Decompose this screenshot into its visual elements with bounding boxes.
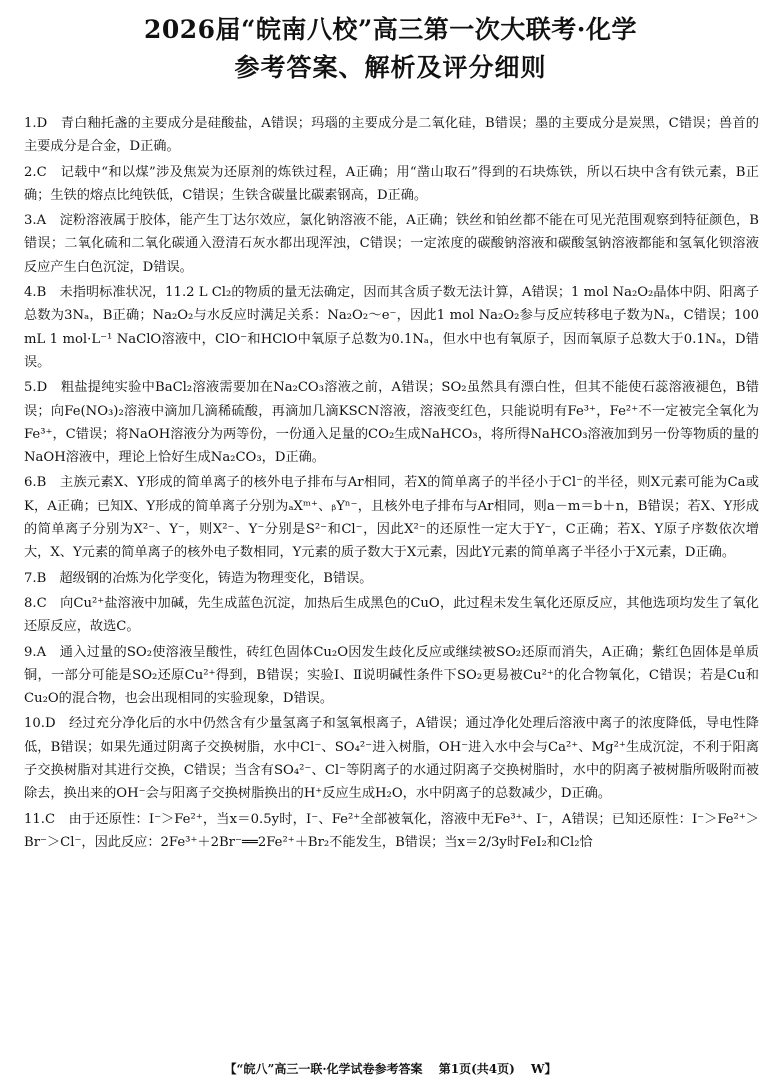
answer-item-1: 1.D 青白釉托盏的主要成分是硅酸盐，A错误；玛瑙的主要成分是二氧化硅，B错误；墨的主要成分是炭黑，C错误；兽首的主要成分是合金，D正确。 — [24, 116, 759, 155]
answer-item-5: 5.D 粗盐提纯实验中BaCl₂溶液需要加在Na₂CO₃溶液之前，A错误；SO₂虽然具有漂白性，但其不能使石蕊溶液褪色，B错误；向Fe(NO₃)₂溶液中滴加几滴稀硫酸，再滴加几滴KSCN溶液，溶液变红色，只能说明有Fe³⁺，Fe²⁺不一定被完全氧化为Fe³⁺，C错误；将NaOH溶液分为两等份，一份通入足量的CO₂生成NaHCO₃，将所得NaHCO₃溶液加到另一份等物质的量的NaOH溶液中，理论上恰好生成Na₂CO₃，D正确。 — [24, 380, 759, 466]
answer-item-3: 3.A 淀粉溶液属于胶体，能产生丁达尔效应，氯化钠溶液不能，A正确；铁丝和铂丝都不能在可见光范围观察到特征颜色，B错误；二氧化硫和二氧化碳通入澄清石灰水都出现浑浊，C错误；一定浓度的碳酸钠溶液和碳酸氢钠溶液都能和氢氧化钡溶液反应产生白色沉淀，D错误。 — [24, 213, 759, 275]
answer-item-9: 9.A 通入过量的SO₂使溶液呈酸性，砖红色固体Cu₂O因发生歧化反应或继续被SO₂还原而消失，A正确；紫红色固体是单质铜，一部分可能是SO₂还原Cu²⁺得到，B错误；实验Ⅰ、Ⅱ说明碱性条件下SO₂更易被Cu²⁺的化合物氧化，C错误；若是Cu和Cu₂O的混合物，也会出现相同的实验现象，D错误。 — [24, 644, 759, 707]
answer-item-8: 8.C 向Cu²⁺盐溶液中加碱，先生成蓝色沉淀，加热后生成黑色的CuO，此过程未发生氧化还原反应，其他选项均发生了氧化还原反应，故选C。 — [24, 595, 759, 635]
footer-code: W】 — [530, 1062, 557, 1076]
answer-item-7: 7.B 超级钢的冶炼为化学变化，铸造为物理变化，B错误。 — [24, 570, 373, 586]
answer-item-2: 2.C 记载中“和以煤”涉及焦炭为还原剂的炼铁过程，A正确；用“凿山取石”得到的石块炼铁，所以石块中含有铁元素，B正确；生铁的熔点比纯铁低，C错误；生铁含碳量比碳素钢高，D正确。 — [24, 164, 759, 203]
answer-item-10: 10.D 经过充分净化后的水中仍然含有少量氢离子和氢氧根离子，A错误；通过净化处理后溶液中离子的浓度降低，导电性降低，B错误；如果先通过阴离子交换树脂，水中Cl⁻、SO₄²⁻进入树脂，OH⁻进入水中会与Ca²⁺、Mg²⁺生成沉淀，不利于阳离子交换树脂对其进行交换，C错误；当含有SO₄²⁻、Cl⁻等阴离子的水通过阴离子交换树脂时，水中的阴离子被树脂所吸附而被除去，换出来的OH⁻会与阳离子交换树脂换出的H⁺反应生成H₂O，水中阴离子的总数减少，D正确。 — [24, 716, 759, 802]
answer-item-4: 4.B 未指明标准状况，11.2 L Cl₂的物质的量无法确定，因而其含质子数无法计算，A错误；1 mol Na₂O₂晶体中阴、阳离子总数为3Nₐ，B正确；Na₂O₂与水反应时满足关系：Na₂O₂～e⁻，因此1 mol Na₂O₂参与反应转移电子数为Nₐ，C错误；100 mL 1 mol·L⁻¹ NaClO溶液中，ClO⁻和HClO中氧原子总数为0.1Nₐ，但水中也有氧原子，因而氧原子总数大于0.1Nₐ，D错误。 — [24, 285, 759, 370]
page-footer — [0, 1060, 781, 1077]
document-title: 2026届“皖南八校”高三第一次大联考·化学 — [143, 15, 638, 44]
answer-list — [24, 112, 759, 854]
footer-title: 【“皖八”高三一联·化学试卷参考答案 — [224, 1062, 423, 1076]
answer-item-6: 6.B 主族元素X、Y形成的简单离子的核外电子排布与Ar相同，若X的简单离子的半径小于Cl⁻的半径，则X元素可能为Ca或K，A正确；已知X、Y形成的简单离子分别为ₐXᵐ⁺、ᵦYⁿ⁻，且核外电子排布与Ar相同，则a－m＝b＋n，B错误；若X、Y形成的简单离子分别为X²⁻、Y⁻，则X²⁻、Y⁻分别是S²⁻和Cl⁻，因此X²⁻的还原性一定大于Y⁻，C正确；若X、Y原子序数依次增大，X、Y元素的简单离子的核外电子数相同，Y元素的质子数大于X元素，因此Y元素的简单离子半径小于X元素，D正确。 — [24, 475, 759, 561]
answer-item-11: 11.C 由于还原性：I⁻＞Fe²⁺，当x＝0.5y时，I⁻、Fe²⁺全部被氧化，溶液中无Fe³⁺、I⁻，A错误；已知还原性：I⁻＞Fe²⁺＞Br⁻＞Cl⁻，因此反应：2Fe³⁺＋2Br⁻══2Fe²⁺＋Br₂不能发生，B错误；当x＝2/3y时FeI₂和Cl₂恰 — [24, 811, 759, 850]
footer-page-number: 第1页(共4页) — [438, 1062, 515, 1076]
document-subtitle: 参考答案、解析及评分细则 — [234, 53, 547, 82]
